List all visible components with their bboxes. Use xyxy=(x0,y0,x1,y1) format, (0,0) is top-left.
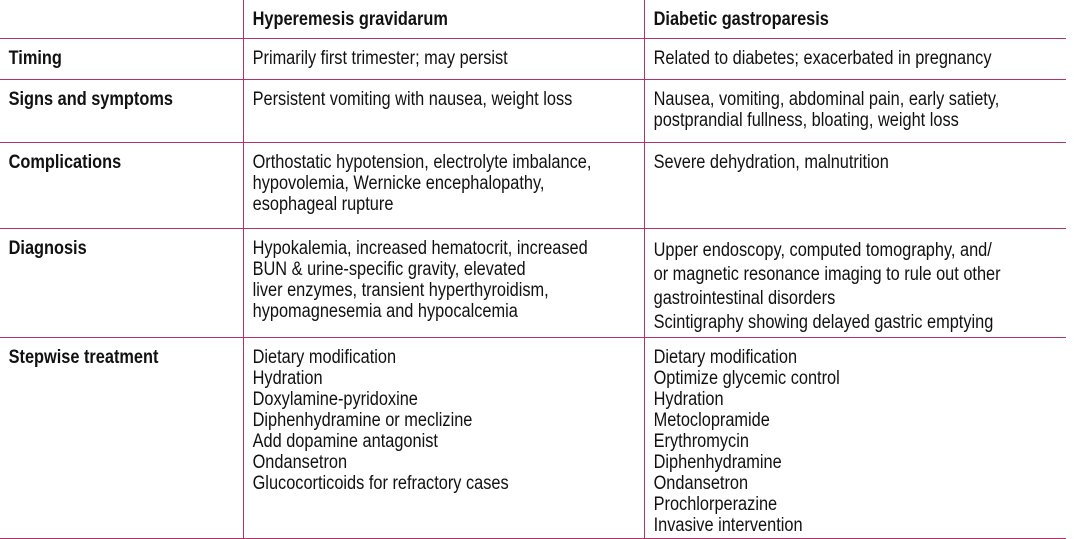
header-label-hyperemesis: Hyperemesis gravidarum xyxy=(252,9,448,30)
cell-line: Glucocorticoids for refractory cases xyxy=(252,473,509,494)
header-label-empty xyxy=(0,0,251,9)
cell-line: Orthostatic hypotension, electrolyte imbalance, xyxy=(252,152,591,173)
gastroparesis-cell xyxy=(644,39,1066,80)
cell-line: Hypokalemia, increased hematocrit, increased xyxy=(252,238,588,259)
cell-line: Dietary modification xyxy=(252,347,396,368)
cell-line: or magnetic resonance imaging to rule out other xyxy=(653,264,1001,285)
row-header-cell xyxy=(0,80,243,143)
gastroparesis-cell xyxy=(644,229,1066,338)
gastroparesis-cell xyxy=(644,80,1066,143)
header-cell-gastroparesis xyxy=(644,0,1066,39)
row-header-cell xyxy=(0,143,243,229)
cell-line: Upper endoscopy, computed tomography, and/ xyxy=(653,240,992,261)
cell-line: Add dopamine antagonist xyxy=(252,431,438,452)
cell-line: Erythromycin xyxy=(653,431,749,452)
hyperemesis-cell xyxy=(243,338,644,539)
row-header-cell xyxy=(0,229,243,338)
cell-line: Related to diabetes; exacerbated in pregnancy xyxy=(653,48,992,69)
cell-line: Dietary modification xyxy=(653,347,797,368)
row-label-treatment: Stepwise treatment xyxy=(8,347,159,368)
cell-line: gastrointestinal disorders xyxy=(653,288,835,309)
cell-line: esophageal rupture xyxy=(252,194,393,215)
cell-line: Severe dehydration, malnutrition xyxy=(653,152,889,173)
cell-line: Invasive intervention xyxy=(653,515,803,536)
row-label-signs: Signs and symptoms xyxy=(8,89,173,110)
header-cell-empty xyxy=(0,0,243,39)
hyperemesis-cell xyxy=(243,143,644,229)
cell-line: Diphenhydramine xyxy=(653,452,782,473)
cell-line: hypovolemia, Wernicke encephalopathy, xyxy=(252,173,544,194)
row-label-diagnosis: Diagnosis xyxy=(8,238,87,259)
cell-line: Scintigraphy showing delayed gastric emptying xyxy=(653,312,993,333)
cell-line: Ondansetron xyxy=(252,452,347,473)
cell-line: Persistent vomiting with nausea, weight loss xyxy=(252,89,572,110)
cell-line: hypomagnesemia and hypocalcemia xyxy=(252,301,518,322)
header-row xyxy=(0,0,1066,39)
cell-line: Hydration xyxy=(653,389,724,410)
table-row-treatment xyxy=(0,338,1066,539)
cell-line: Hydration xyxy=(252,368,323,389)
header-cell-hyperemesis xyxy=(243,0,644,39)
hyperemesis-cell xyxy=(243,39,644,80)
cell-line: Ondansetron xyxy=(653,473,748,494)
cell-line: Optimize glycemic control xyxy=(653,368,840,389)
header-label-gastroparesis: Diabetic gastroparesis xyxy=(653,9,829,30)
row-label-timing: Timing xyxy=(8,48,62,69)
hyperemesis-cell xyxy=(243,229,644,338)
cell-line: Diphenhydramine or meclizine xyxy=(252,410,472,431)
gastroparesis-cell xyxy=(644,143,1066,229)
row-label-complications: Complications xyxy=(8,152,122,173)
cell-line: Nausea, vomiting, abdominal pain, early satiety, xyxy=(653,89,999,110)
gastroparesis-cell xyxy=(644,338,1066,539)
cell-line: postprandial fullness, bloating, weight loss xyxy=(653,110,959,131)
table-row-diagnosis xyxy=(0,229,1066,338)
cell-line: Primarily first trimester; may persist xyxy=(252,48,508,69)
cell-line: BUN & urine-specific gravity, elevated xyxy=(252,259,526,280)
table-row-timing xyxy=(0,39,1066,80)
table-row-signs xyxy=(0,80,1066,143)
row-header-cell xyxy=(0,338,243,539)
cell-line: Doxylamine-pyridoxine xyxy=(252,389,418,410)
cell-line: liver enzymes, transient hyperthyroidism, xyxy=(252,280,549,301)
row-header-cell xyxy=(0,39,243,80)
cell-line: Prochlorperazine xyxy=(653,494,777,515)
cell-line: Metoclopramide xyxy=(653,410,770,431)
table-row-complications xyxy=(0,143,1066,229)
hyperemesis-cell xyxy=(243,80,644,143)
